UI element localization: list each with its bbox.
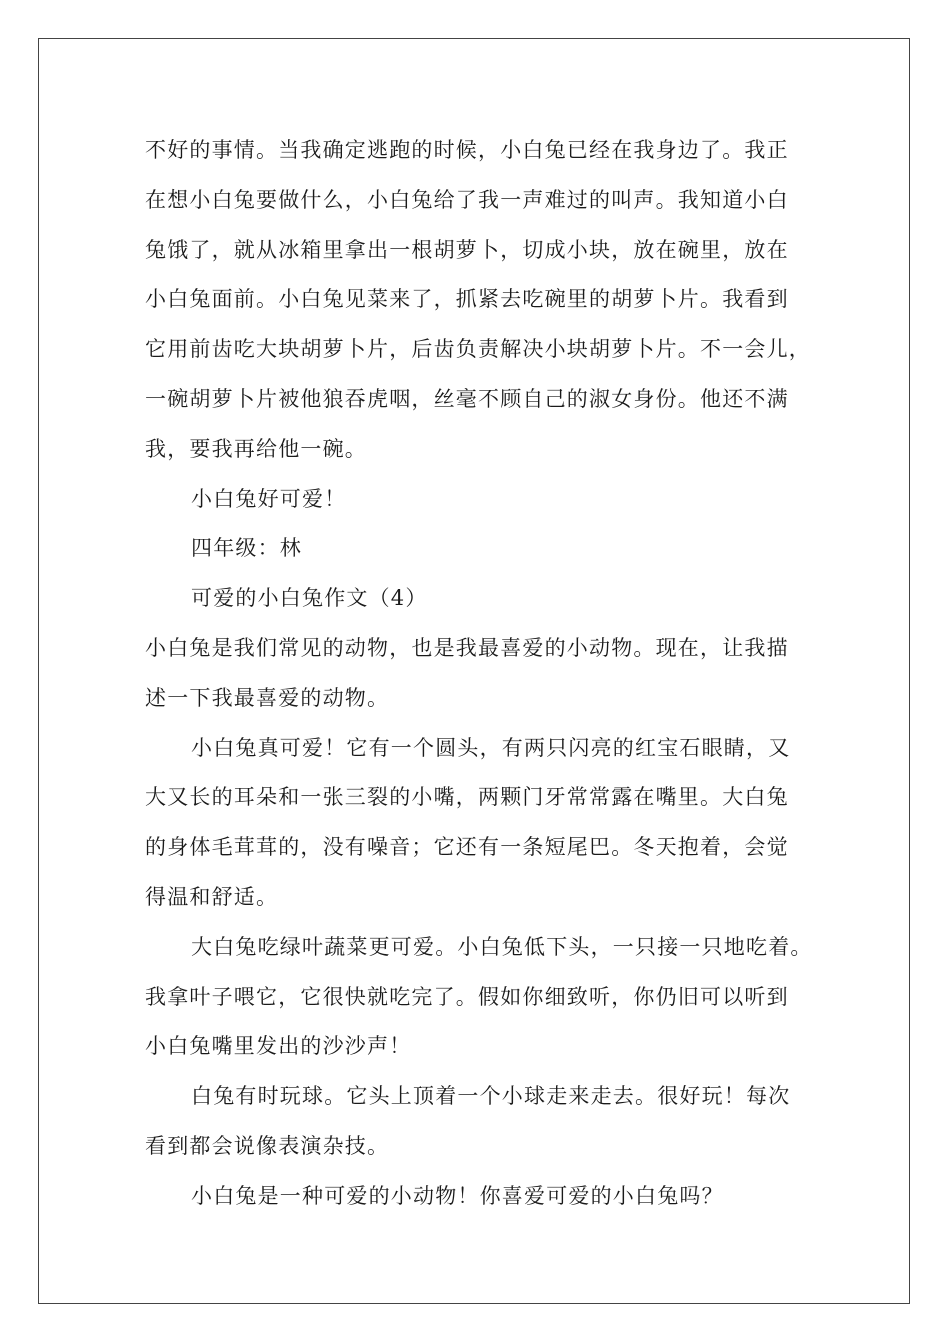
- text-line: 我拿叶子喂它，它很快就吃完了。假如你细致听，你仍旧可以听到: [145, 984, 789, 1009]
- text-line: 小白兔嘴里发出的沙沙声！: [145, 1034, 412, 1059]
- text-line: 白兔有时玩球。它头上顶着一个小球走来走去。很好玩！每次: [191, 1084, 791, 1109]
- text-line: 大又长的耳朵和一张三裂的小嘴，两颗门牙常常露在嘴里。大白兔: [145, 785, 789, 810]
- text-line: 小白兔好可爱！: [191, 486, 347, 511]
- text-line: 小白兔面前。小白兔见菜来了，抓紧去吃碗里的胡萝卜片。我看到: [145, 287, 789, 312]
- text-line: 小白兔是我们常见的动物，也是我最喜爱的小动物。现在，让我描: [145, 635, 789, 660]
- text-line: 看到都会说像表演杂技。: [145, 1133, 390, 1158]
- text-line: 不好的事情。当我确定逃跑的时候，小白兔已经在我身边了。我正: [145, 138, 789, 162]
- text-line: 的身体毛茸茸的，没有噪音；它还有一条短尾巴。冬天抱着，会觉: [145, 835, 789, 860]
- author-line: 四年级：林: [191, 536, 302, 561]
- text-line: 在想小白兔要做什么，小白兔给了我一声难过的叫声。我知道小白: [145, 187, 789, 212]
- essay-title: 可爱的小白兔作文（4）: [191, 586, 428, 611]
- text-line: 小白兔是一种可爱的小动物！你喜爱可爱的小白兔吗？: [191, 1183, 724, 1208]
- text-line: 它用前齿吃大块胡萝卜片，后齿负责解决小块胡萝卜片。不一会儿，: [145, 337, 811, 362]
- text-line: 得温和舒适。: [145, 884, 279, 909]
- text-line: 小白兔真可爱！它有一个圆头，有两只闪亮的红宝石眼睛，又: [191, 735, 791, 760]
- document-body: [145, 126, 825, 1222]
- text-line: 述一下我最喜爱的动物。: [145, 685, 390, 710]
- text-line: 我，要我再给他一碗。: [145, 436, 367, 461]
- text-line: 兔饿了，就从冰箱里拿出一根胡萝卜，切成小块，放在碗里，放在: [145, 237, 789, 262]
- text-line: 一碗胡萝卜片被他狼吞虎咽，丝毫不顾自己的淑女身份。他还不满: [145, 386, 789, 411]
- text-line: 大白兔吃绿叶蔬菜更可爱。小白兔低下头，一只接一只地吃着。: [191, 934, 813, 959]
